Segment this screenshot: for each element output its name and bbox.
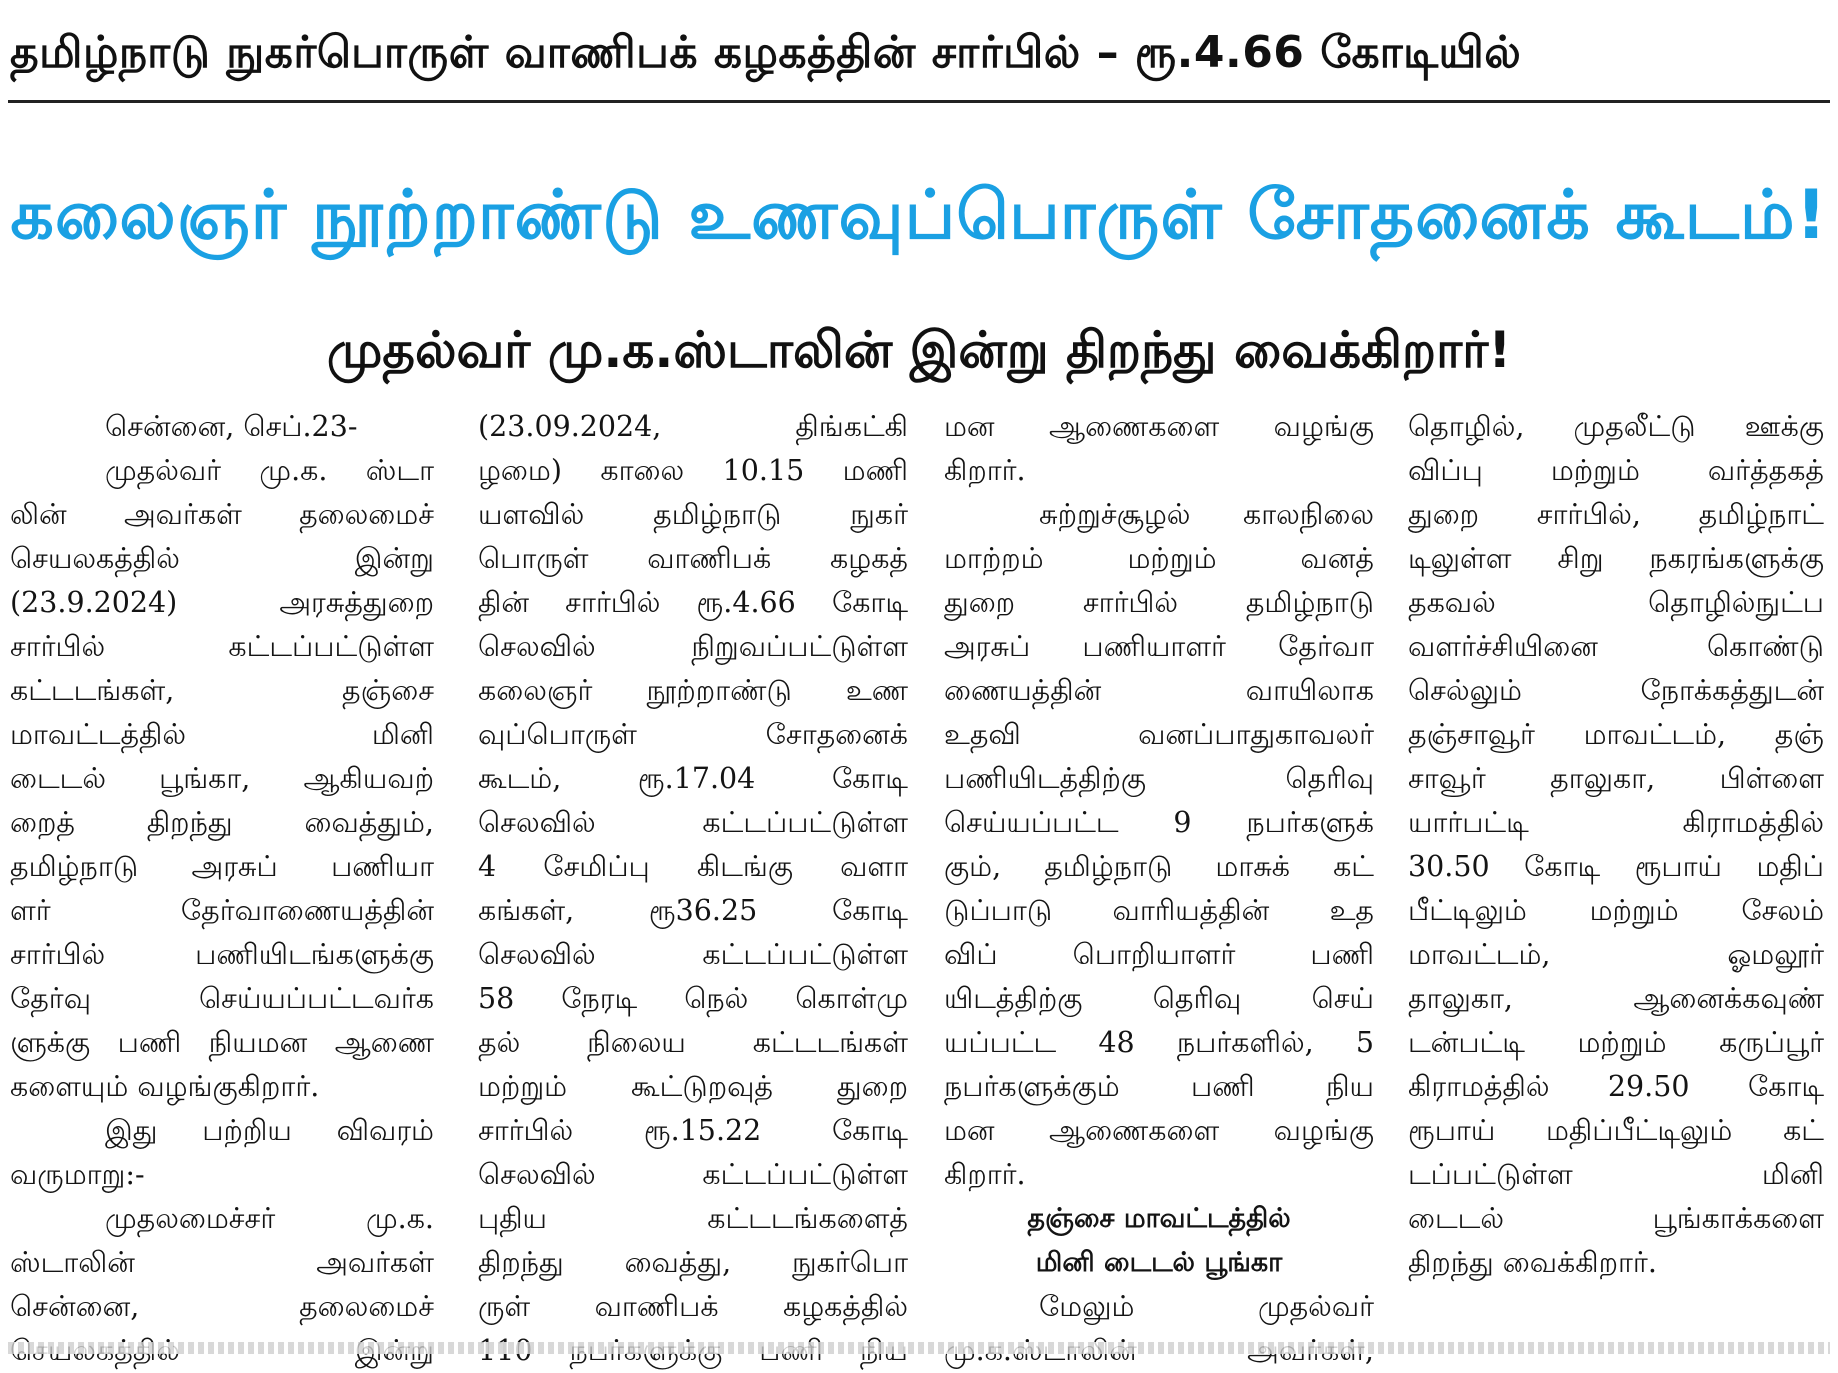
- article-column-1: [10, 405, 434, 1325]
- article-line: ரூபாய் மதிப்பீட்டிலும் கட்: [1408, 1114, 1824, 1147]
- kicker-headline: [10, 16, 1828, 94]
- article-line: மன ஆணைகளை வழங்கு: [944, 410, 1374, 443]
- article-line: டைடல் பூங்காக்களை: [1408, 1202, 1824, 1235]
- article-line: விப்பு மற்றும் வர்த்தகத்: [1408, 454, 1824, 487]
- top-rule: [8, 100, 1830, 103]
- article-line: முதல்வர் மு.க. ஸ்டா: [105, 454, 434, 487]
- article-line: செயலகத்தில் இன்று: [10, 542, 434, 575]
- article-line: 30.50 கோடி ரூபாய் மதிப்: [1408, 850, 1824, 883]
- article-line: றைத் திறந்து வைத்தும்,: [10, 806, 434, 839]
- article-line: மாற்றம் மற்றும் வனத்: [944, 542, 1374, 575]
- article-line: டிலுள்ள சிறு நகரங்களுக்கு: [1408, 542, 1824, 575]
- article-line: திறந்து வைக்கிறார்.: [1408, 1246, 1657, 1279]
- article-line: சார்பில் பணியிடங்களுக்கு: [10, 938, 434, 971]
- article-line: சுற்றுச்சூழல் காலநிலை: [1039, 498, 1374, 531]
- article-line: மேலும் முதல்வர்: [1039, 1290, 1374, 1323]
- main-headline: [8, 140, 1830, 300]
- sub-headline-text: முதல்வர் மு.க.ஸ்டாலின் இன்று திறந்து வைக்கிறார்!: [326, 320, 1512, 379]
- article-line: கும், தமிழ்நாடு மாசுக் கட்: [944, 850, 1374, 883]
- article-line: நபர்களுக்கும் பணி நிய: [944, 1070, 1374, 1103]
- article-line: தொழில், முதலீட்டு ஊக்கு: [1408, 410, 1824, 443]
- article-line: பொருள் வாணிபக் கழகத்: [478, 542, 908, 575]
- article-line: தாலுகா, ஆனைக்கவுண்: [1408, 982, 1824, 1015]
- article-line: 4 சேமிப்பு கிடங்கு வளா: [478, 850, 908, 883]
- article-line: டைடல் பூங்கா, ஆகியவற்: [10, 762, 434, 795]
- article-line: துறை சார்பில் தமிழ்நாடு: [944, 586, 1374, 619]
- kicker-text: தமிழ்நாடு நுகர்பொருள் வாணிபக் கழகத்தின் சார்பில் – ரூ.4.66 கோடியில்: [10, 26, 1522, 78]
- article-line: சென்னை, செப்.23-: [105, 410, 358, 443]
- article-line: விப் பொறியாளர் பணி: [944, 938, 1374, 971]
- article-line: டன்பட்டி மற்றும் கருப்பூர்: [1408, 1026, 1824, 1059]
- article-line: புதிய கட்டடங்களைத்: [478, 1202, 908, 1235]
- article-line: ணையத்தின் வாயிலாக: [944, 674, 1374, 707]
- article-line: துறை சார்பில், தமிழ்நாட்: [1408, 498, 1824, 531]
- article-line: டுப்பாடு வாரியத்தின் உத: [944, 894, 1374, 927]
- bottom-cropped-strip: [8, 1342, 1830, 1354]
- article-line: தமிழ்நாடு அரசுப் பணியா: [10, 850, 434, 883]
- article-line: தஞ்சை மாவட்டத்தில்: [1027, 1203, 1291, 1234]
- article-line: சார்பில் கட்டப்பட்டுள்ள: [10, 630, 434, 663]
- article-column-3: [944, 405, 1374, 1325]
- article-line: மற்றும் கூட்டுறவுத் துறை: [478, 1070, 908, 1103]
- article-line: கிறார்.: [944, 1158, 1026, 1191]
- article-line: உதவி வனப்பாதுகாவலர்: [944, 718, 1374, 751]
- article-line: இது பற்றிய விவரம்: [105, 1114, 434, 1147]
- article-line: யார்பட்டி கிராமத்தில்: [1408, 806, 1824, 839]
- article-line: தின் சார்பில் ரூ.4.66 கோடி: [478, 586, 908, 619]
- article-line: செல்லும் நோக்கத்துடன்: [1408, 674, 1824, 707]
- article-line: மாவட்டத்தில் மினி: [10, 718, 434, 751]
- article-line: வுப்பொருள் சோதனைக்: [478, 718, 908, 751]
- article-line: ளர் தேர்வாணையத்தின்: [10, 894, 434, 927]
- article-line: செலவில் கட்டப்பட்டுள்ள: [478, 938, 908, 971]
- article-line: முதலமைச்சர் மு.க.: [105, 1202, 434, 1235]
- main-headline-text: கலைஞர் நூற்றாண்டு உணவுப்பொருள் சோதனைக் கூடம்!: [10, 176, 1828, 255]
- article-line: திறந்து வைத்து, நுகர்பொ: [478, 1246, 908, 1279]
- article-line: கிறார்.: [944, 454, 1026, 487]
- article-line: யளவில் தமிழ்நாடு நுகர்: [478, 498, 908, 531]
- article-line: மினி டைடல் பூங்கா: [1035, 1247, 1283, 1278]
- article-line: கூடம், ரூ.17.04 கோடி: [478, 762, 908, 795]
- article-line: யிடத்திற்கு தெரிவு செய்: [944, 982, 1374, 1015]
- article-line: ருள் வாணிபக் கழகத்தில்: [478, 1290, 908, 1323]
- article-line: வளர்ச்சியினை கொண்டு: [1408, 630, 1824, 663]
- article-body: [8, 405, 1830, 1325]
- article-line: கலைஞர் நூற்றாண்டு உண: [478, 674, 908, 707]
- article-line: மன ஆணைகளை வழங்கு: [944, 1114, 1374, 1147]
- article-line: (23.09.2024, திங்கட்கி: [478, 410, 908, 443]
- article-line: கட்டடங்கள், தஞ்சை: [10, 674, 434, 707]
- article-line: பணியிடத்திற்கு தெரிவு: [944, 762, 1374, 795]
- article-line: ளுக்கு பணி நியமன ஆணை: [10, 1026, 434, 1059]
- article-column-2: [478, 405, 908, 1325]
- article-line: செலவில் கட்டப்பட்டுள்ள: [478, 806, 908, 839]
- article-line: தல் நிலைய கட்டடங்கள்: [478, 1026, 908, 1059]
- article-line: ஸ்டாலின் அவர்கள்: [10, 1246, 434, 1279]
- article-line: ழமை) காலை 10.15 மணி: [478, 454, 908, 487]
- article-line: மாவட்டம், ஓமலூர்: [1408, 938, 1824, 971]
- article-line: பீட்டிலும் மற்றும் சேலம்: [1408, 894, 1824, 927]
- article-line: தஞ்சாவூர் மாவட்டம், தஞ்: [1408, 718, 1824, 751]
- article-line: செய்யப்பட்ட 9 நபர்களுக்: [944, 806, 1374, 839]
- article-line: கிராமத்தில் 29.50 கோடி: [1408, 1070, 1824, 1103]
- article-line: அரசுப் பணியாளர் தேர்வா: [944, 630, 1374, 663]
- article-line: (23.9.2024) அரசுத்துறை: [10, 586, 434, 619]
- sub-headline: [8, 312, 1830, 394]
- article-line: வருமாறு:-: [10, 1158, 145, 1191]
- article-line: தேர்வு செய்யப்பட்டவர்க: [10, 982, 434, 1015]
- article-line: செலவில் நிறுவப்பட்டுள்ள: [478, 630, 908, 663]
- article-column-4: [1408, 405, 1824, 1325]
- article-line: 58 நேரடி நெல் கொள்மு: [478, 982, 908, 1015]
- article-line: லின் அவர்கள் தலைமைச்: [10, 498, 434, 531]
- article-line: கங்கள், ரூ36.25 கோடி: [478, 894, 908, 927]
- article-line: யப்பட்ட 48 நபர்களில், 5: [944, 1026, 1374, 1059]
- article-line: டப்பட்டுள்ள மினி: [1408, 1158, 1824, 1191]
- article-line: சென்னை, தலைமைச்: [10, 1290, 434, 1323]
- article-line: களையும் வழங்குகிறார்.: [10, 1070, 320, 1103]
- article-line: தகவல் தொழில்நுட்ப: [1408, 586, 1824, 619]
- article-line: சாவூர் தாலுகா, பிள்ளை: [1408, 762, 1824, 795]
- article-line: செலவில் கட்டப்பட்டுள்ள: [478, 1158, 908, 1191]
- article-line: சார்பில் ரூ.15.22 கோடி: [478, 1114, 908, 1147]
